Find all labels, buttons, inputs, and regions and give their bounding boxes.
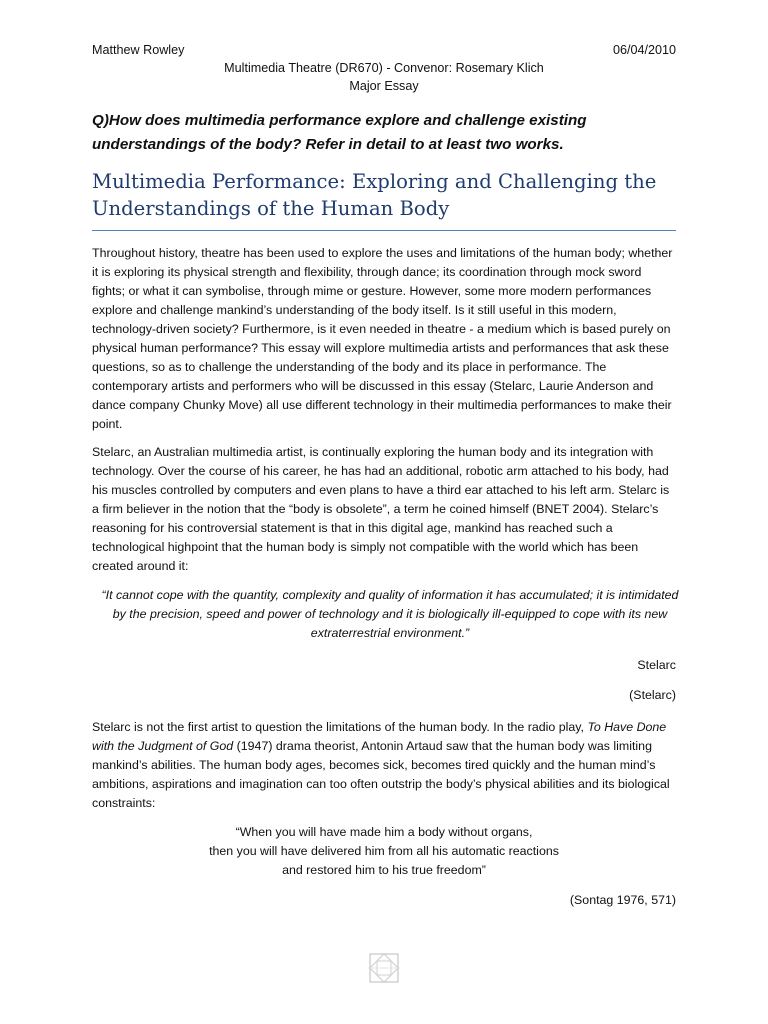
course-line: Multimedia Theatre (DR670) - Convenor: Rosemary Klich [224,61,544,75]
paragraph-2: Stelarc, an Australian multimedia artist, is continually exploring the human body and its integration with technology. Over the course of his career, he has had an additional, robotic arm attached to his body, had his muscles controlled by computers and even plans to have a third ear attached to his left arm. Stelarc is a firm believer in the notion that the “body is obsolete”, a term he coined himself (BNET 2004). Stelarc’s reasoning for his controversial statement is that in this digital age, mankind has reached such a technological highpoint that the human body is simply not compatible with the world which has been created around it: [92,445,670,573]
quote2-line-3: and restored him to his true freedom” [282,863,486,877]
quote2-attribution: (Sontag 1976, 571) [569,893,676,907]
paragraph-3-text-a: Stelarc is not the first artist to question the limitations of the human body. In the radio play, [92,720,588,734]
title-line-1: Multimedia Performance: Exploring and Challenging the [92,170,657,193]
block-quote-stelarc: “It cannot cope with the quantity, complexity and quality of information it has accumulated; it is intimidated by the precision, speed and power of technology and it is biologically ill-equipped to cope with its new extraterrestrial environment.” [101,588,679,640]
quote-attribution-name: Stelarc [637,658,676,672]
essay-date: 06/04/2010 [612,43,676,57]
quote2-line-2: then you will have delivered him from all his automatic reactions [209,844,559,858]
paragraph-1: Throughout history, theatre has been used to explore the uses and limitations of the human body; whether it is exploring its physical strength and flexibility, through dance; its coordination through mock sword fights; or what it can symbolise, through mime or gesture. However, some more modern performances explore and challenge mankind’s understanding of the body itself. Is it still useful in this modern, technology-driven society? Furthermore, is it even needed in theatre - a medium which is based purely on physical human performance? This essay will explore multimedia artists and performances that ask these questions, so as to challenge the understanding of the body and its place in performance. The contemporary artists and performers who will be discussed in this essay (Stelarc, Laurie Anderson and dance company Chunky Move) all use different technology in their multimedia performances to make their point. [92,246,673,431]
question-line-2: understandings of the body? Refer in detail to at least two works. [92,136,564,153]
title-line-2: Understandings of the Human Body [92,197,450,220]
essay-question [92,109,676,157]
quote-attribution-source: (Stelarc) [629,688,676,702]
block-quote-artaud [92,823,676,880]
quote2-line-1: “When you will have made him a body without organs, [235,825,533,839]
paragraph-3-text-b: (1947) drama theorist, Antonin Artaud saw that the human body was limiting mankind’s abilities. The human body ages, becomes sick, becomes tired quickly and the human mind’s ambitions, aspirations and imagination can too often outstrip the body’s physical abilities and its biological constraints: [92,739,670,810]
essay-title [92,168,676,231]
page-ornament-icon [366,950,402,986]
paragraph-3 [92,718,676,813]
essay-type: Major Essay [349,79,419,93]
play-title: To Have Done with the Judgment of God [92,720,667,753]
page-header [92,43,676,57]
question-line-1: Q)How does multimedia performance explore and challenge existing [92,112,587,129]
author-name: Matthew Rowley [92,43,185,57]
